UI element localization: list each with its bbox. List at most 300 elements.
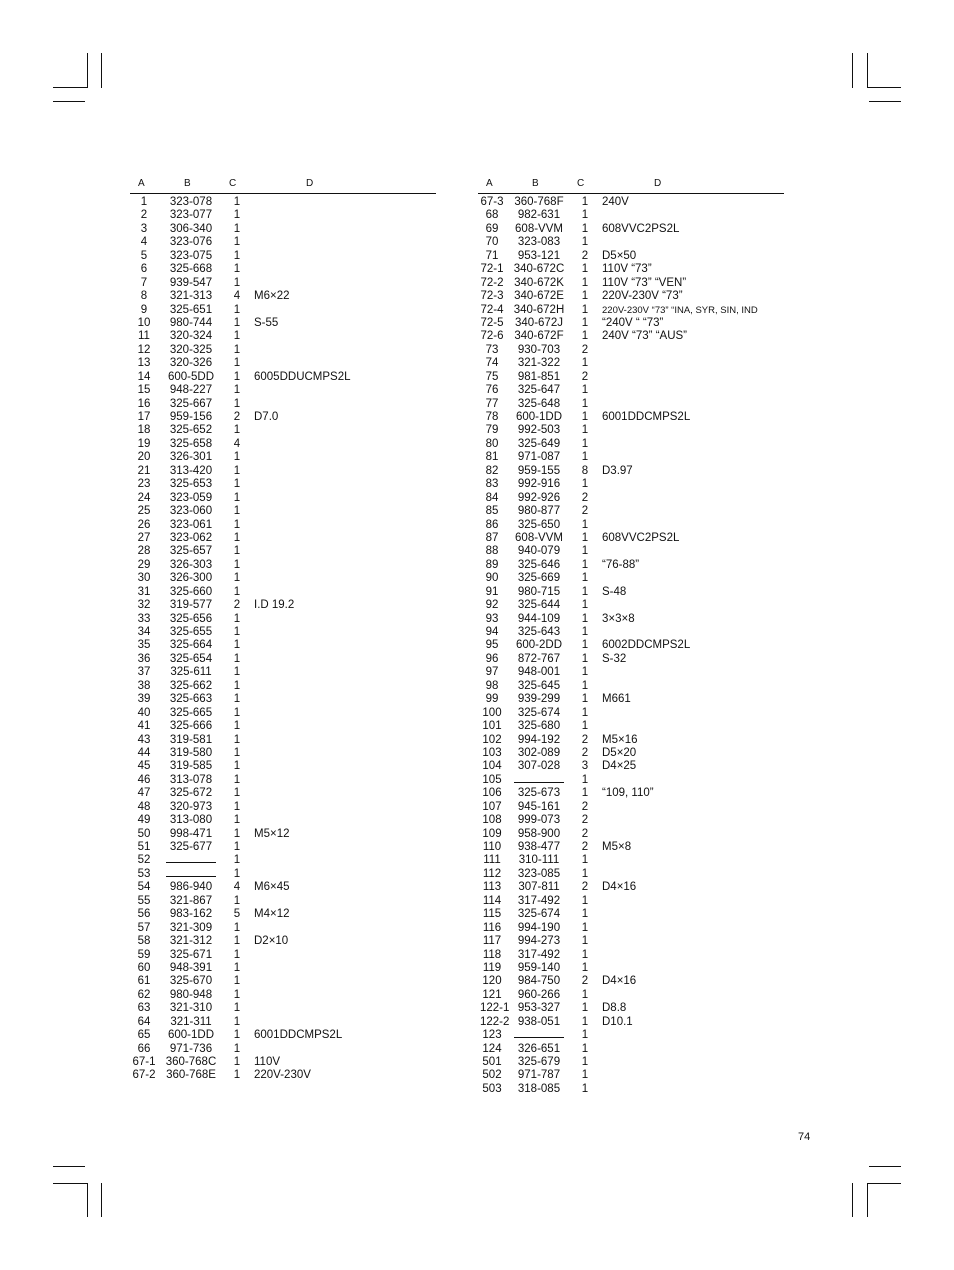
part-ref: 36 xyxy=(137,652,151,665)
description: M5×8 xyxy=(602,841,632,853)
part-number: 323-083 xyxy=(517,236,561,249)
quantity: 1 xyxy=(581,545,589,558)
table-row xyxy=(478,734,784,747)
table-row xyxy=(478,881,784,894)
quantity: 2 xyxy=(581,800,589,813)
table-row xyxy=(130,787,436,800)
table-row xyxy=(130,424,436,437)
part-ref: 53 xyxy=(137,867,151,880)
part-number: 325-646 xyxy=(517,558,561,571)
part-ref: 4 xyxy=(140,236,148,249)
quantity: 2 xyxy=(581,343,589,356)
part-ref: 20 xyxy=(137,451,151,464)
part-ref: 72-1 xyxy=(480,263,504,276)
description: D3.97 xyxy=(602,464,633,477)
part-ref: 33 xyxy=(137,612,151,625)
part-number: 321-322 xyxy=(517,357,561,370)
quantity: 1 xyxy=(233,464,241,477)
part-ref: 26 xyxy=(137,518,151,531)
quantity: 1 xyxy=(233,263,241,276)
part-number: 872-767 xyxy=(517,652,561,665)
left-parts-list xyxy=(130,196,436,1083)
quantity: 1 xyxy=(581,652,589,665)
table-row xyxy=(130,1056,436,1069)
table-row xyxy=(478,424,784,437)
part-number: 325-645 xyxy=(517,679,561,692)
header-b: B xyxy=(184,178,191,189)
dash-line xyxy=(166,862,216,863)
part-ref: 119 xyxy=(482,961,502,974)
table-row xyxy=(478,304,784,317)
description: 110V xyxy=(254,1056,281,1068)
quantity: 1 xyxy=(581,1042,589,1055)
part-ref: 98 xyxy=(485,679,499,692)
part-ref: 18 xyxy=(137,424,151,437)
quantity: 1 xyxy=(233,827,241,840)
table-row xyxy=(478,787,784,800)
quantity: 1 xyxy=(233,612,241,625)
part-ref: 501 xyxy=(482,1056,502,1068)
description: 6001DDCMPS2L xyxy=(254,1029,343,1042)
part-ref: 80 xyxy=(485,437,499,450)
part-ref: 72-3 xyxy=(480,290,504,303)
part-ref: 92 xyxy=(485,599,499,612)
table-row xyxy=(130,734,436,747)
part-number: 944-109 xyxy=(517,612,561,625)
quantity: 1 xyxy=(581,921,589,934)
quantity: 1 xyxy=(581,666,589,679)
part-number: 320-973 xyxy=(169,800,213,813)
table-row xyxy=(130,1029,436,1042)
part-ref: 68 xyxy=(485,209,499,222)
quantity: 1 xyxy=(581,1002,589,1015)
part-number: 360-768E xyxy=(166,1069,216,1082)
table-row xyxy=(478,680,784,693)
table-row xyxy=(478,519,784,532)
quantity: 1 xyxy=(581,894,589,907)
part-ref: 59 xyxy=(137,948,151,961)
header-b: B xyxy=(532,178,539,189)
quantity: 1 xyxy=(581,585,589,598)
quantity: 1 xyxy=(233,222,241,235)
description: 608VVC2PS2L xyxy=(602,222,680,235)
description: 3×3×8 xyxy=(602,612,635,625)
quantity: 1 xyxy=(233,343,241,356)
quantity: 1 xyxy=(581,626,589,638)
description: 6002DDCMPS2L xyxy=(602,639,691,652)
quantity: 5 xyxy=(233,908,241,921)
part-ref: 13 xyxy=(137,357,151,370)
table-row xyxy=(478,707,784,720)
part-ref: 99 xyxy=(485,693,499,706)
table-row xyxy=(478,922,784,935)
quantity: 1 xyxy=(233,572,241,585)
description: I.D 19.2 xyxy=(254,599,295,612)
table-row xyxy=(130,236,436,249)
part-ref: 122-1 xyxy=(480,1002,510,1015)
crop-mark xyxy=(867,87,901,88)
part-number: 307-028 xyxy=(517,760,561,773)
table-row xyxy=(130,626,436,639)
table-row xyxy=(130,344,436,357)
table-row xyxy=(478,868,784,881)
part-ref: 95 xyxy=(485,639,499,652)
part-ref: 41 xyxy=(137,720,151,733)
quantity: 1 xyxy=(233,236,241,249)
quantity: 2 xyxy=(581,491,589,504)
quantity: 2 xyxy=(233,599,241,612)
description: D5×50 xyxy=(602,249,637,262)
quantity: 1 xyxy=(581,706,589,719)
table-row xyxy=(478,747,784,760)
quantity: 1 xyxy=(581,773,589,786)
table-row xyxy=(478,451,784,464)
part-ref: 70 xyxy=(485,236,499,249)
quantity: 1 xyxy=(581,196,589,208)
part-ref: 74 xyxy=(485,357,499,370)
part-ref: 69 xyxy=(485,222,499,235)
quantity: 1 xyxy=(233,558,241,571)
part-number: 325-668 xyxy=(169,263,213,276)
part-ref: 71 xyxy=(485,249,499,262)
part-number: 325-666 xyxy=(169,720,213,733)
table-row xyxy=(478,626,784,639)
quantity: 1 xyxy=(581,948,589,961)
quantity: 1 xyxy=(581,276,589,289)
quantity: 1 xyxy=(233,357,241,370)
quantity: 4 xyxy=(233,290,241,303)
part-number: 340-672E xyxy=(514,290,564,303)
table-row xyxy=(478,720,784,733)
table-row xyxy=(130,814,436,827)
table-row xyxy=(478,639,784,652)
part-ref: 123 xyxy=(482,1029,502,1042)
part-ref: 55 xyxy=(137,894,151,907)
part-number: 325-665 xyxy=(169,706,213,719)
part-ref: 77 xyxy=(485,397,499,410)
description: S-32 xyxy=(602,652,627,665)
quantity: 1 xyxy=(233,935,241,948)
part-number: 321-309 xyxy=(169,921,213,934)
table-row xyxy=(478,653,784,666)
part-ref: 67-1 xyxy=(132,1056,156,1068)
part-number: 984-750 xyxy=(517,975,561,988)
part-ref: 85 xyxy=(485,505,499,518)
quantity: 1 xyxy=(581,961,589,974)
quantity: 8 xyxy=(581,464,589,477)
part-ref: 67-3 xyxy=(480,196,504,208)
part-ref: 102 xyxy=(482,733,502,746)
quantity: 2 xyxy=(581,975,589,988)
part-number: 340-672C xyxy=(513,263,565,276)
part-ref: 45 xyxy=(137,760,151,773)
quantity: 1 xyxy=(233,330,241,343)
part-number: 953-121 xyxy=(517,249,561,262)
table-row xyxy=(478,774,784,787)
part-number: 321-312 xyxy=(169,935,213,948)
table-row xyxy=(478,760,784,773)
part-number xyxy=(508,1029,570,1042)
part-ref: 51 xyxy=(137,841,151,853)
table-row xyxy=(478,1069,784,1082)
quantity: 1 xyxy=(581,639,589,652)
table-row xyxy=(130,680,436,693)
right-table-header xyxy=(478,178,784,192)
table-row xyxy=(130,196,436,209)
table-row xyxy=(130,492,436,505)
quantity: 1 xyxy=(233,1069,241,1082)
part-ref: 58 xyxy=(137,935,151,948)
part-ref: 19 xyxy=(137,437,151,450)
table-row xyxy=(130,935,436,948)
part-number: 959-140 xyxy=(517,961,561,974)
crop-mark xyxy=(87,1183,88,1217)
part-number: 323-060 xyxy=(169,505,213,518)
part-number: 982-631 xyxy=(517,209,561,222)
part-number: 971-787 xyxy=(517,1069,561,1082)
part-number: 325-643 xyxy=(517,626,561,638)
part-number: 320-324 xyxy=(169,330,213,343)
part-number: 325-677 xyxy=(169,841,213,853)
part-ref: 66 xyxy=(137,1042,151,1055)
part-ref: 101 xyxy=(482,720,502,733)
part-number: 319-581 xyxy=(169,733,213,746)
part-ref: 61 xyxy=(137,975,151,988)
quantity: 1 xyxy=(233,746,241,759)
part-ref: 35 xyxy=(137,639,151,652)
description: 220V-230V xyxy=(254,1069,311,1082)
part-number: 323-062 xyxy=(169,531,213,544)
quantity: 1 xyxy=(581,303,589,316)
part-number: 319-585 xyxy=(169,760,213,773)
table-row xyxy=(130,411,436,424)
part-ref: 111 xyxy=(483,854,501,867)
part-number: 340-672F xyxy=(514,330,564,343)
part-number: 325-648 xyxy=(517,397,561,410)
part-ref: 89 xyxy=(485,558,499,571)
part-ref: 73 xyxy=(485,343,499,356)
description: D7.0 xyxy=(254,411,279,423)
part-ref: 109 xyxy=(482,827,502,840)
part-ref: 11 xyxy=(138,330,150,343)
table-row xyxy=(130,599,436,612)
quantity: 1 xyxy=(233,397,241,410)
quantity: 1 xyxy=(581,384,589,397)
table-row xyxy=(478,801,784,814)
quantity: 1 xyxy=(581,787,589,800)
quantity: 1 xyxy=(581,451,589,464)
quantity: 1 xyxy=(233,975,241,988)
description: M5×12 xyxy=(254,827,290,840)
part-number: 320-325 xyxy=(169,343,213,356)
table-row xyxy=(130,653,436,666)
part-ref: 72-6 xyxy=(480,330,504,343)
part-number: 600-2DD xyxy=(515,639,563,652)
table-row xyxy=(130,572,436,585)
table-row xyxy=(478,975,784,988)
table-row xyxy=(478,492,784,505)
part-number: 940-079 xyxy=(517,545,561,558)
part-ref: 52 xyxy=(137,854,151,867)
part-ref: 60 xyxy=(137,961,151,974)
part-ref: 78 xyxy=(485,411,499,423)
header-d: D xyxy=(306,178,314,189)
description: 110V “73” xyxy=(602,263,652,276)
quantity: 2 xyxy=(581,881,589,894)
quantity: 1 xyxy=(233,854,241,867)
quantity: 1 xyxy=(581,1082,589,1095)
part-ref: 47 xyxy=(137,787,151,800)
quantity: 1 xyxy=(581,357,589,370)
description: 6001DDCMPS2L xyxy=(602,411,691,423)
quantity: 1 xyxy=(233,424,241,437)
part-ref: 8 xyxy=(140,290,148,303)
part-number: 313-078 xyxy=(169,773,213,786)
quantity: 2 xyxy=(581,746,589,759)
table-row xyxy=(478,236,784,249)
table-row xyxy=(130,666,436,679)
quantity: 1 xyxy=(233,384,241,397)
part-number: 600-1DD xyxy=(515,411,563,423)
quantity: 1 xyxy=(233,249,241,262)
quantity: 1 xyxy=(233,1056,241,1068)
table-row xyxy=(478,1029,784,1042)
part-number: 325-662 xyxy=(169,679,213,692)
crop-mark xyxy=(867,1183,901,1184)
part-ref: 124 xyxy=(482,1042,502,1055)
quantity: 2 xyxy=(581,370,589,383)
quantity: 1 xyxy=(233,370,241,383)
table-row xyxy=(478,962,784,975)
part-ref: 43 xyxy=(137,733,151,746)
part-number: 323-077 xyxy=(169,209,213,222)
quantity: 2 xyxy=(581,733,589,746)
part-number: 360-768F xyxy=(514,196,564,208)
table-row xyxy=(130,586,436,599)
part-number: 999-073 xyxy=(517,814,561,827)
part-ref: 39 xyxy=(137,693,151,706)
table-row xyxy=(478,398,784,411)
quantity: 2 xyxy=(233,411,241,423)
table-row xyxy=(478,599,784,612)
quantity: 1 xyxy=(233,800,241,813)
quantity: 1 xyxy=(233,478,241,491)
part-ref: 21 xyxy=(137,464,151,477)
table-row xyxy=(478,586,784,599)
part-ref: 82 xyxy=(485,464,499,477)
part-number: 325-650 xyxy=(517,518,561,531)
page-number: 74 xyxy=(798,1131,811,1143)
part-ref: 93 xyxy=(485,612,499,625)
part-number: 306-340 xyxy=(169,222,213,235)
part-number: 325-649 xyxy=(517,437,561,450)
part-ref: 118 xyxy=(482,948,502,961)
part-number: 325-653 xyxy=(169,478,213,491)
table-row xyxy=(130,747,436,760)
table-row xyxy=(130,250,436,263)
part-number: 323-061 xyxy=(169,518,213,531)
description: “240V “ “73” xyxy=(602,316,664,329)
part-number: 326-651 xyxy=(517,1042,561,1055)
table-row xyxy=(478,908,784,921)
part-number: 960-266 xyxy=(517,988,561,1001)
table-row xyxy=(130,693,436,706)
part-ref: 6 xyxy=(140,263,148,276)
table-row xyxy=(130,774,436,787)
quantity: 1 xyxy=(233,988,241,1001)
part-ref: 44 xyxy=(137,746,151,759)
table-row xyxy=(130,304,436,317)
description: D4×16 xyxy=(602,881,637,894)
table-row xyxy=(130,263,436,276)
part-ref: 57 xyxy=(137,921,151,934)
part-ref: 75 xyxy=(485,370,499,383)
part-number: 323-076 xyxy=(169,236,213,249)
quantity: 1 xyxy=(233,921,241,934)
part-number: 340-672J xyxy=(515,316,563,329)
table-row xyxy=(478,411,784,424)
part-number: 313-420 xyxy=(169,464,213,477)
part-ref: 76 xyxy=(485,384,499,397)
quantity: 1 xyxy=(233,451,241,464)
quantity: 1 xyxy=(581,478,589,491)
table-row xyxy=(478,196,784,209)
part-ref: 117 xyxy=(482,935,502,948)
part-number: 325-672 xyxy=(169,787,213,800)
part-ref: 3 xyxy=(140,222,148,235)
part-number: 998-471 xyxy=(169,827,213,840)
quantity: 1 xyxy=(233,894,241,907)
crop-mark xyxy=(53,101,85,102)
part-number: 325-651 xyxy=(169,303,213,316)
quantity: 1 xyxy=(581,531,589,544)
part-number: 318-085 xyxy=(517,1082,561,1095)
table-row xyxy=(478,344,784,357)
table-row xyxy=(130,519,436,532)
description: “109, 110” xyxy=(602,787,654,800)
table-row xyxy=(478,1016,784,1029)
table-row xyxy=(478,438,784,451)
quantity: 2 xyxy=(581,249,589,262)
part-number: 945-161 xyxy=(517,800,561,813)
table-row xyxy=(478,572,784,585)
part-ref: 502 xyxy=(482,1069,502,1082)
part-number: 325-660 xyxy=(169,585,213,598)
part-ref: 63 xyxy=(137,1002,151,1015)
crop-mark xyxy=(53,1166,85,1167)
part-ref: 30 xyxy=(137,572,151,585)
dash-line xyxy=(166,876,216,877)
table-row xyxy=(478,290,784,303)
dash-line xyxy=(514,782,564,783)
quantity: 1 xyxy=(233,276,241,289)
part-number: 325-667 xyxy=(169,397,213,410)
part-number: 608-VVM xyxy=(515,222,563,235)
quantity: 1 xyxy=(233,706,241,719)
part-ref: 28 xyxy=(137,545,151,558)
table-row xyxy=(130,922,436,935)
part-ref: 17 xyxy=(137,411,151,423)
part-number: 325-670 xyxy=(169,975,213,988)
part-ref: 48 xyxy=(137,800,151,813)
quantity: 1 xyxy=(233,679,241,692)
quantity: 1 xyxy=(233,867,241,880)
part-ref: 72-5 xyxy=(480,316,504,329)
crop-mark xyxy=(869,1166,901,1167)
quantity: 1 xyxy=(233,733,241,746)
part-ref: 7 xyxy=(140,276,148,289)
description: 110V “73” “VEN” xyxy=(602,276,687,289)
